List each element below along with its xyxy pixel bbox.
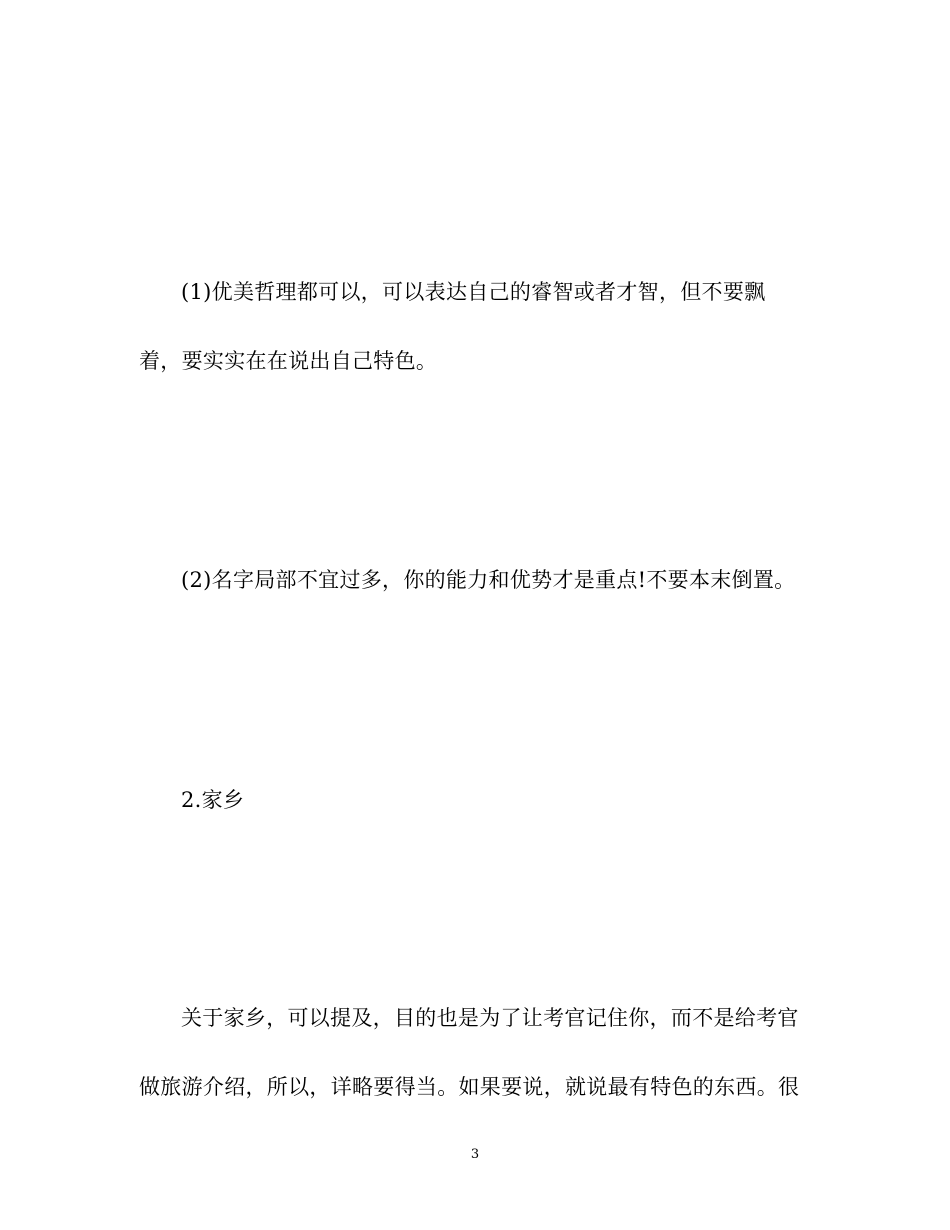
paragraph-1-line-2: 着，要实实在在说出自己特色。 (139, 349, 438, 373)
paragraph-4-line-1: 关于家乡，可以提及，目的也是为了让考官记住你，而不是给考官 (181, 1006, 799, 1030)
paragraph-4-line-2: 做旅游介绍，所以，详略要得当。如果要说，就说最有特色的东西。很 (139, 1075, 800, 1099)
paragraph-2-line-1: (2)名字局部不宜过多，你的能力和优势才是重点!不要本末倒置。 (181, 568, 796, 592)
paragraph-1-line-1: (1)优美哲理都可以，可以表达自己的睿智或者才智，但不要飘 (181, 280, 766, 304)
page-number: 3 (470, 1147, 480, 1162)
section-heading-hometown: 2.家乡 (181, 788, 245, 812)
